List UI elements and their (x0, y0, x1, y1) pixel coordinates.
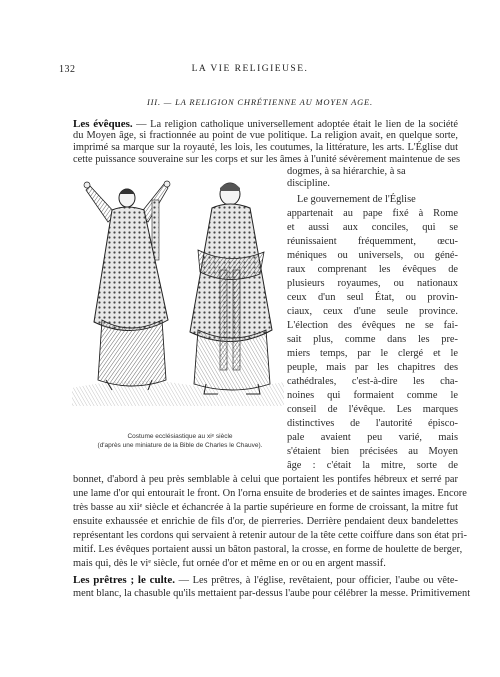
clergy-illustration (72, 170, 284, 428)
figure-caption-title: Costume ecclésiastique au xiᵉ siècle (127, 433, 233, 440)
left-figure (84, 181, 170, 390)
figure-caption-source: (d'après une miniature de la Bible de Charles le Chauve). (97, 442, 263, 449)
text-line: ensuite exhaussée et enrichie de fils d'or, de pierreries. Derrière pendaient deux bandelettes (73, 516, 458, 527)
text-line: s'étaient bien précisées au Moyen (287, 446, 458, 457)
text-line: ment blanc, la chasuble qu'ils mettaient par-dessus l'aube pour célébrer la messe. Primitivement (73, 588, 471, 599)
text-line: mitif. Les évêques portaient aussi un bâton pastoral, la crosse, en forme de houlette de berger, (73, 544, 463, 555)
text-line: cathédrales, c'est-à-dire les cha- (287, 376, 458, 387)
text-line: une lame d'or qui entourait le front. On l'orna ensuite de broderies et de saintes images. Encore (73, 488, 467, 499)
text-line: méniques ou universels, ou géné- (287, 250, 458, 261)
text-line: du Moyen âge, si fractionnée au point de vue politique. La religion avait, en quelque sorte, (73, 130, 458, 141)
text-line: pale avaient peu varié, mais (287, 432, 458, 443)
text-line: miers temps, par le clergé et le (287, 348, 458, 359)
text-line: appartenait au pape fixé à Rome (287, 208, 458, 219)
text-line: réunissaient fréquemment, œcu- (287, 236, 458, 247)
text-line: imprimé sa marque sur la royauté, les lois, les coutumes, la littérature, les arts. L'Église dut (73, 142, 458, 153)
page-number: 132 (59, 64, 76, 75)
text-line: et aussi aux conciles, qui se (287, 222, 458, 233)
text-line: peuple, mais par les chapitres des (287, 362, 458, 373)
text-line: mais qui, dès le viᵉ siècle, fut ornée d'or et même en or ou en argent massif. (73, 558, 386, 569)
text-line: plusieurs royaumes, ou nationaux (287, 278, 458, 289)
text-line: L'élection des évêques ne se fai- (287, 320, 458, 331)
text-line: âge : c'était la mitre, sorte de (287, 460, 458, 471)
text-line: dogmes, à sa hiérarchie, à sa (287, 166, 406, 177)
text-line: ciaux, ceux d'une seule province. (287, 306, 458, 317)
text-line-body: — Les prêtres, à l'église, revêtaient, pour officier, l'aube ou vête- (174, 575, 458, 586)
text-line-body: — La religion catholique universellement adoptée était le lien de la société (132, 119, 458, 130)
text-line: noines qui formaient comme le (287, 390, 458, 401)
text-line: bonnet, d'abord à peu près semblable à celui que portaient les pontifes hébreux et serré par (73, 474, 458, 485)
paragraph-lead: Les évêques. (73, 118, 133, 130)
text-line: représentant les cordons qui servaient à retenir autour de la tête cette coiffure dans son état pri- (73, 530, 467, 541)
running-title: LA VIE RELIGIEUSE. (191, 64, 309, 74)
text-line: cette puissance souveraine sur les corps et sur les âmes à l'unité sévèrement maintenue de ses (73, 154, 461, 165)
text-line: sait plus, comme dans les pre- (287, 334, 458, 345)
text-line: discipline. (287, 178, 330, 189)
engraving-figure (72, 170, 284, 428)
text-line: ceux d'un seul État, ou provin- (287, 292, 458, 303)
text-line: raux comprenant les évêques de (287, 264, 458, 275)
text-line: distinctives de l'autorité épisco- (287, 418, 458, 429)
paragraph-lead: Les prêtres ; le culte. (73, 574, 175, 586)
text-line (73, 574, 458, 587)
text-line: Le gouvernement de l'Église (297, 194, 416, 205)
text-line: conseil de l'évêque. Les marques (287, 404, 458, 415)
right-figure (190, 183, 272, 394)
text-line: très basse au xiiᵉ siècle et échancrée à la partie supérieure en forme de croissant, la mitre fut (73, 502, 458, 513)
section-heading: III. — LA RELIGION CHRÉTIENNE AU MOYEN AGE. (147, 97, 373, 107)
